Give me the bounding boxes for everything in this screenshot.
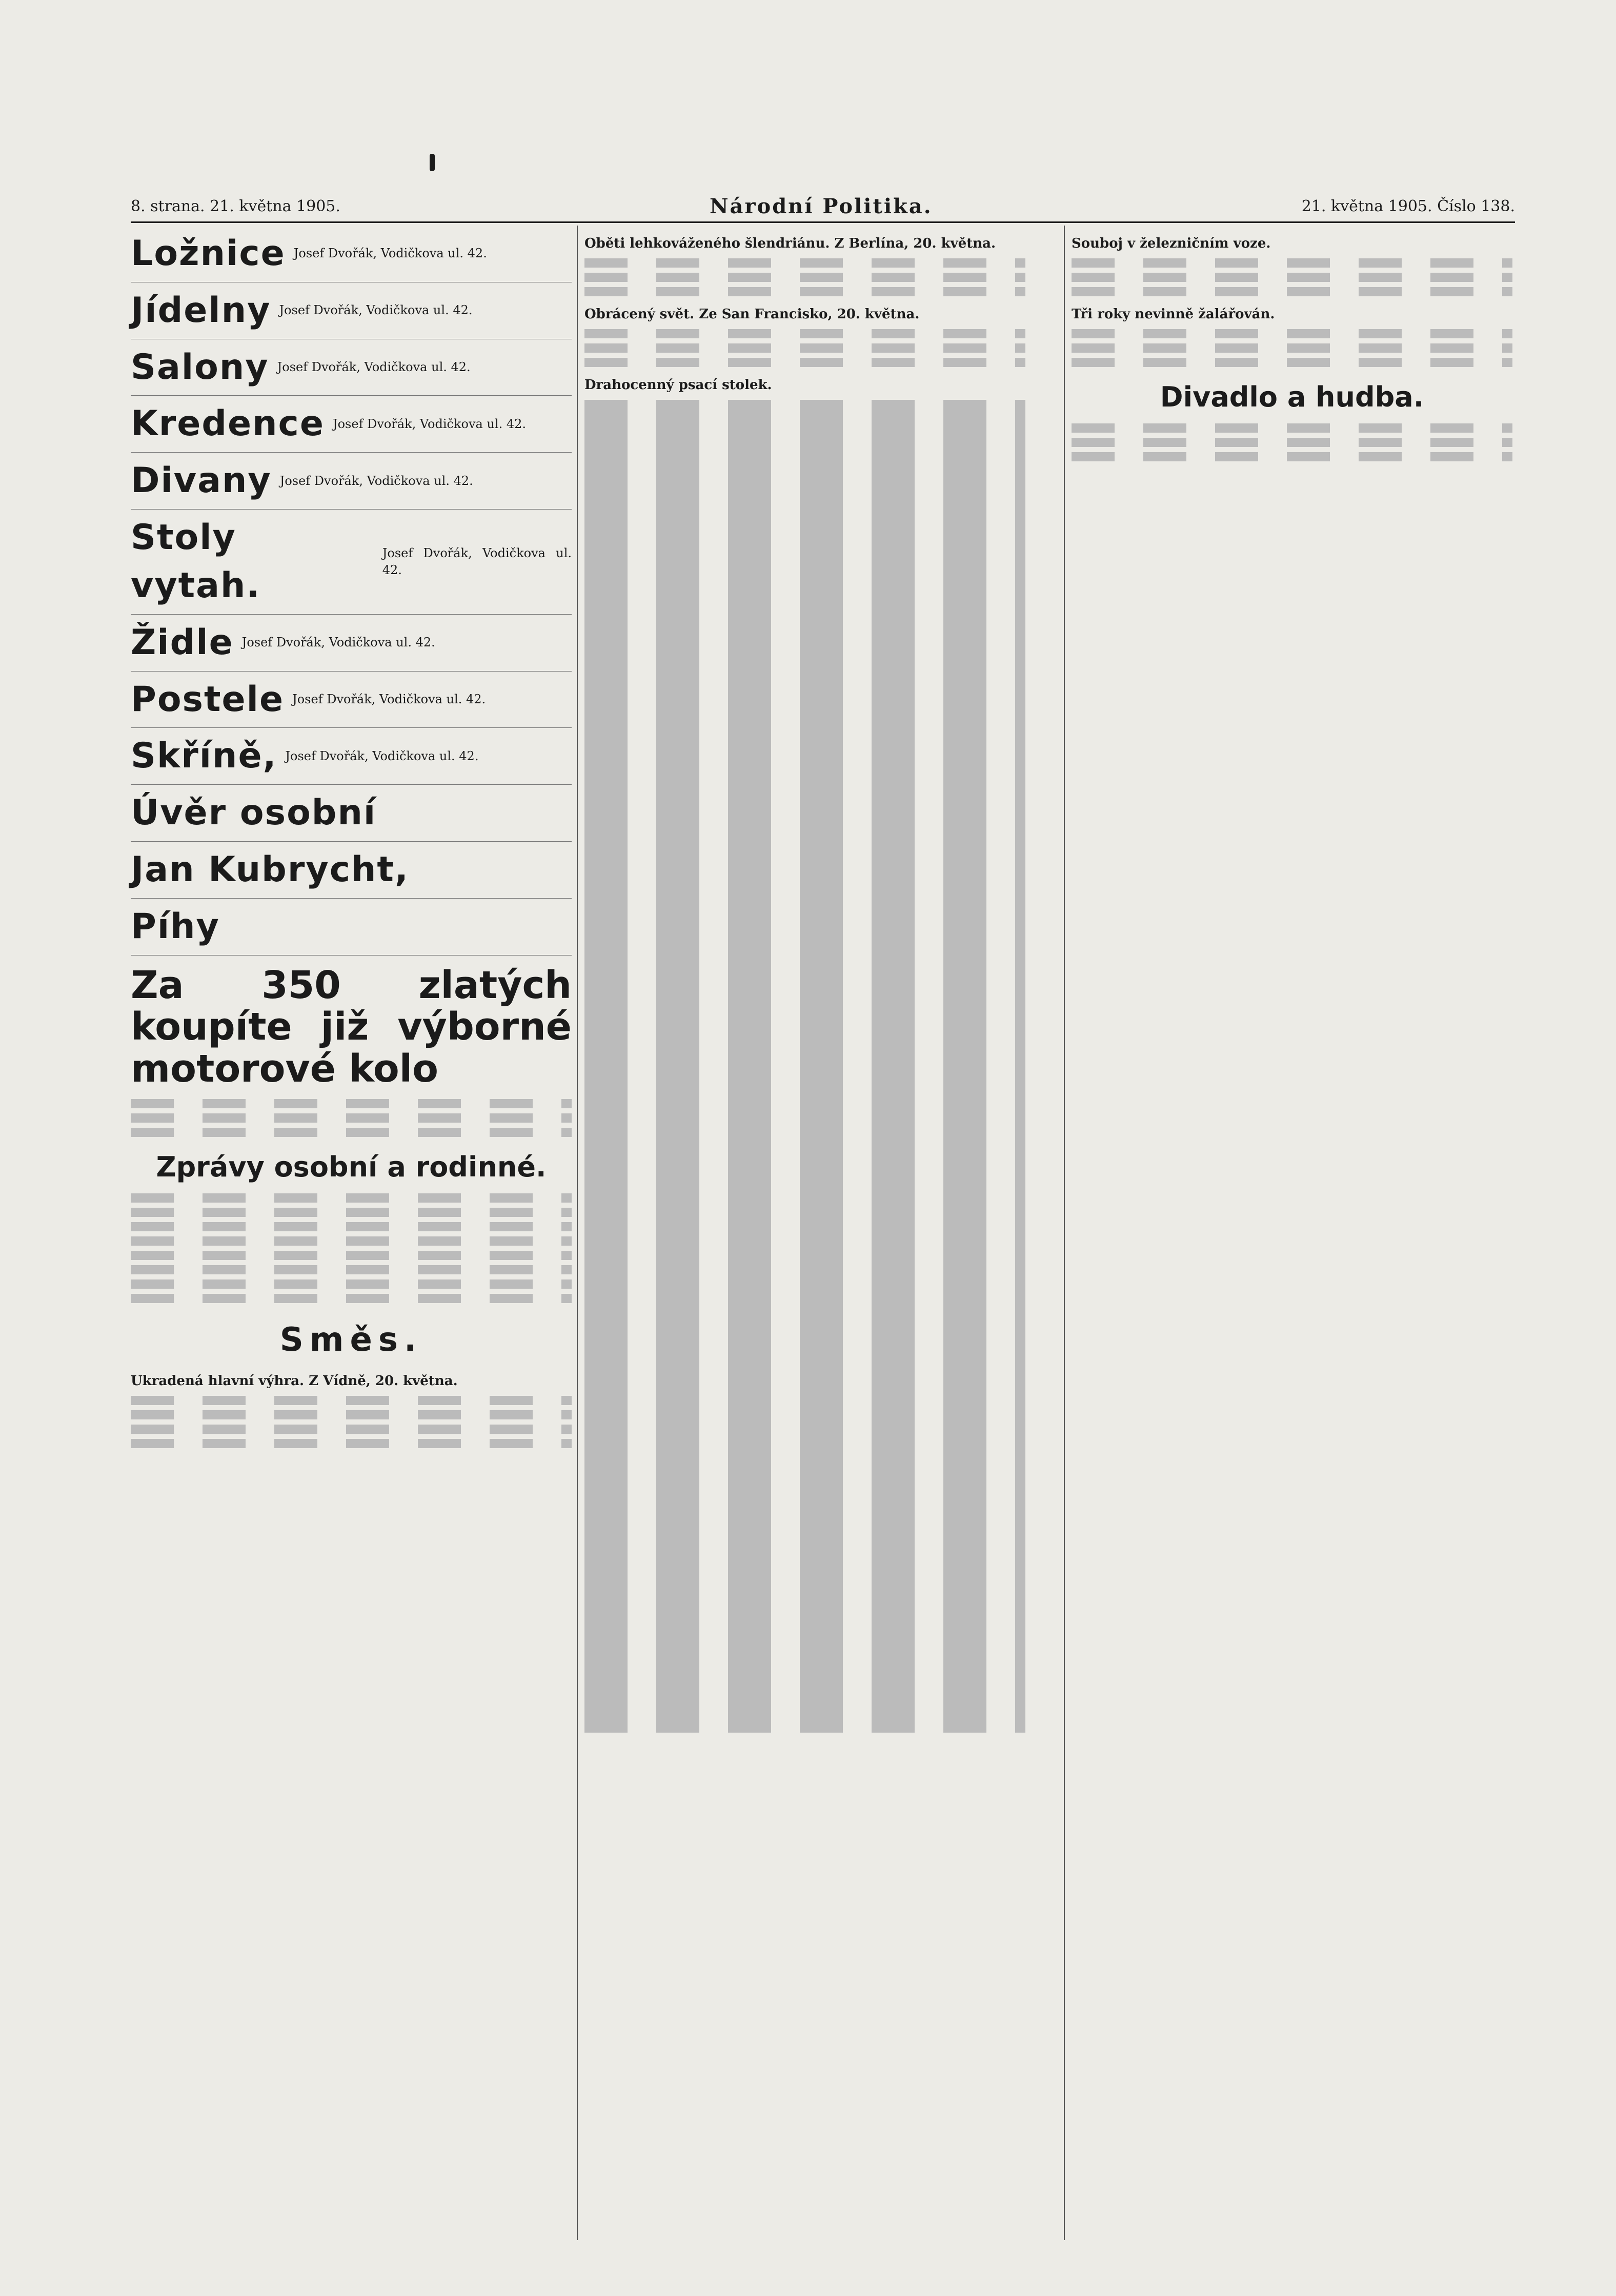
ad-headline: Skříně, — [131, 736, 277, 777]
ad-text: Josef Dvořák, Vodičkova ul. 42. — [332, 416, 527, 431]
issue-date-left: 8. strana. 21. května 1905. — [131, 197, 340, 215]
furniture-ad — [131, 396, 572, 453]
ad-headline: Jan Kubrycht, — [131, 849, 409, 890]
page-mark — [430, 154, 435, 171]
ad-text: Josef Dvořák, Vodičkova ul. 42. — [279, 473, 473, 488]
furniture-ad — [131, 282, 572, 339]
newspaper-title: Národní Politika. — [709, 194, 933, 218]
ad-text: Josef Dvořák, Vodičkova ul. 42. — [293, 246, 487, 261]
freckle-ad — [131, 899, 572, 956]
ad-headline: Židle — [131, 622, 234, 663]
credit-ad — [131, 785, 572, 842]
body-text-block — [584, 400, 1025, 1733]
article-heading: Oběti lehkováženého šlendriánu. Z Berlína, 20. května. — [584, 236, 996, 251]
ad-headline: Úvěr osobní — [131, 793, 377, 834]
column-rule — [577, 226, 578, 2240]
section-heading: Zprávy osobní a rodinné. — [156, 1150, 547, 1183]
article-heading: Ukradená hlavní výhra. Z Vídně, 20. května. — [131, 1373, 458, 1389]
article-heading: Tři roky nevinně žalářován. — [1072, 306, 1275, 322]
ad-headline: Jídelny — [131, 290, 271, 331]
masthead — [131, 191, 1515, 223]
ad-text: Josef Dvořák, Vodičkova ul. 42. — [382, 545, 572, 577]
ad-headline: Salony — [131, 347, 269, 388]
ad-text: Josef Dvořák, Vodičkova ul. 42. — [241, 635, 435, 650]
furniture-ad — [131, 510, 572, 615]
issue-number-right: 21. května 1905. Číslo 138. — [1301, 197, 1515, 215]
ad-text: Josef Dvořák, Vodičkova ul. 42. — [292, 692, 486, 706]
section-heading: Směs. — [279, 1321, 423, 1359]
ad-text: Josef Dvořák, Vodičkova ul. 42. — [277, 360, 471, 375]
column-3 — [1072, 226, 1512, 466]
furniture-ad — [131, 672, 572, 728]
furniture-ad — [131, 226, 572, 282]
ad-headline: Píhy — [131, 906, 220, 947]
ad-text: Josef Dvořák, Vodičkova ul. 42. — [285, 748, 479, 763]
column-rule — [1064, 226, 1065, 2240]
column-1 — [131, 226, 572, 1453]
furniture-ad — [131, 339, 572, 396]
article-heading: Souboj v železničním voze. — [1072, 236, 1271, 251]
ad-headline: Stoly vytah. — [131, 517, 261, 606]
furniture-ad — [131, 615, 572, 672]
furniture-ad — [131, 453, 572, 510]
article-heading: Obrácený svět. Ze San Francisko, 20. května. — [584, 306, 920, 322]
motorcycle-ad: Za 350 zlatých koupíte již výborné motorové kolo — [131, 963, 572, 1091]
article-heading: Drahocenný psací stolek. — [584, 377, 772, 393]
ad-headline: Ložnice — [131, 233, 286, 274]
ad-text: Josef Dvořák, Vodičkova ul. 42. — [279, 303, 473, 318]
ad-headline: Kredence — [131, 403, 325, 444]
section-heading: Divadlo a hudba. — [1160, 380, 1424, 413]
column-2 — [584, 226, 1025, 1738]
furniture-ad — [131, 728, 572, 785]
kubrycht-ad — [131, 842, 572, 899]
ad-headline: Postele — [131, 679, 285, 720]
ad-headline: Divany — [131, 460, 272, 501]
